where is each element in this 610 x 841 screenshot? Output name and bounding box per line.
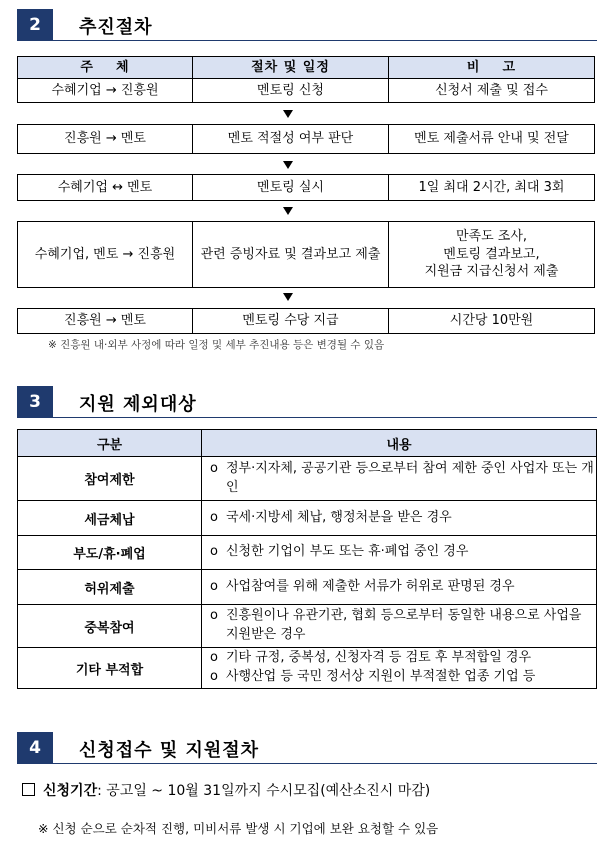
row-subject: 진흥원 → 멘토 [18, 309, 193, 333]
header-category: 구분 [18, 430, 202, 457]
table-row [18, 536, 597, 570]
row-remark: 1일 최대 2시간, 최대 3회 [418, 179, 565, 195]
section-number: 3 [17, 386, 53, 418]
row-subject: 진흥원 → 멘토 [18, 125, 193, 153]
row-item: 사업참여를 위해 제출한 서류가 허위로 판명된 경우 [226, 578, 515, 594]
bullet-icon: o [210, 608, 218, 624]
row-subject: 수혜기업, 멘토 → 진흥원 [18, 222, 193, 287]
row-remark: 멘토 제출서류 안내 및 전달 [414, 131, 569, 147]
row-subject: 수혜기업 → 진흥원 [18, 79, 193, 102]
row-subject: 수혜기업 ↔ 멘토 [18, 175, 193, 200]
bullet-icon: o [210, 650, 218, 666]
down-arrow-icon [283, 293, 293, 301]
section-title: 신청접수 및 지원절차 [79, 740, 260, 761]
row-item: 정부·지자체, 공공기관 등으로부터 참여 제한 중인 사업자 또는 개인 [226, 460, 594, 495]
procedure-row [17, 221, 595, 288]
procedure-row [17, 308, 595, 334]
procedure-row [17, 124, 595, 154]
row-remark: 시간당 10만원 [449, 313, 534, 329]
section-number: 4 [17, 732, 53, 764]
row-item: 신청한 기업이 부도 또는 휴·폐업 중인 경우 [226, 544, 469, 560]
row-category: 세금체납 [18, 501, 202, 536]
row-procedure: 관련 증빙자료 및 결과보고 제출 [193, 222, 389, 287]
section-divider [53, 40, 597, 41]
exclusion-table [17, 429, 597, 689]
row-content [202, 501, 597, 536]
row-item: 기타 규정, 중복성, 신청자격 등 검토 후 부적합일 경우 [226, 650, 532, 666]
table-row [18, 457, 597, 501]
header-remark: 비 고 [466, 59, 517, 75]
row-content [202, 457, 597, 501]
section-2-header [17, 9, 597, 41]
section-4-header [17, 732, 597, 764]
row-remark: 신청서 제출 및 접수 [435, 82, 548, 98]
down-arrow-icon [283, 207, 293, 215]
bullet-icon: o [210, 544, 218, 560]
row-content [202, 605, 597, 648]
procedure-row [17, 78, 595, 103]
procedure-row [17, 174, 595, 201]
row-content [202, 536, 597, 570]
table-row [18, 570, 597, 605]
header-procedure: 절차 및 일정 [193, 57, 389, 78]
row-item: 사행산업 등 국민 정서상 지원이 부적절한 업종 기업 등 [226, 669, 536, 684]
application-period [22, 780, 430, 800]
row-content [202, 570, 597, 605]
row-procedure: 멘토링 신청 [193, 79, 389, 102]
section-divider [53, 417, 597, 418]
procedure-table-header [17, 56, 595, 79]
table-row [18, 648, 597, 689]
row-procedure: 멘토링 수당 지급 [193, 309, 389, 333]
bullet-icon: o [210, 460, 218, 476]
down-arrow-icon [283, 110, 293, 118]
row-content [202, 648, 597, 689]
period-label: 신청기간 [43, 783, 98, 799]
section-number: 2 [17, 9, 53, 41]
section-3-header [17, 386, 597, 418]
down-arrow-icon [283, 161, 293, 169]
row-procedure: 멘토링 실시 [193, 175, 389, 200]
table-row [18, 605, 597, 648]
row-category: 허위제출 [18, 570, 202, 605]
row-item: 진흥원이나 유관기관, 협회 등으로부터 동일한 내용으로 사업을 지원받은 경우 [226, 608, 582, 642]
section-divider [53, 763, 597, 764]
bullet-icon: o [210, 509, 218, 525]
checkbox-square-icon [22, 783, 35, 796]
row-category: 기타 부적합 [18, 648, 202, 689]
procedure-note: ※ 진흥원 내·외부 사정에 따라 일정 및 세부 추진내용 등은 변경될 수 있음 [48, 339, 385, 351]
row-category: 참여제한 [18, 457, 202, 501]
header-content: 내용 [202, 430, 597, 457]
row-category: 중복참여 [18, 605, 202, 648]
application-note: ※ 신청 순으로 순차적 진행, 미비서류 발생 시 기업에 보완 요청할 수 있음 [38, 821, 439, 836]
header-subject: 주 체 [18, 57, 193, 78]
bullet-icon: o [210, 578, 218, 594]
bullet-icon: o [210, 669, 218, 684]
row-remark: 만족도 조사, 멘토링 결과보고, 지원금 지급신청서 제출 [424, 229, 559, 280]
row-category: 부도/휴·폐업 [18, 536, 202, 570]
section-title: 추진절차 [79, 17, 153, 38]
period-text: : 공고일 ~ 10월 31일까지 수시모집(예산소진시 마감) [97, 783, 431, 799]
row-procedure: 멘토 적절성 여부 판단 [193, 125, 389, 153]
section-title: 지원 제외대상 [79, 394, 197, 415]
table-row [18, 501, 597, 536]
row-item: 국세·지방세 체납, 행정처분을 받은 경우 [226, 509, 452, 525]
